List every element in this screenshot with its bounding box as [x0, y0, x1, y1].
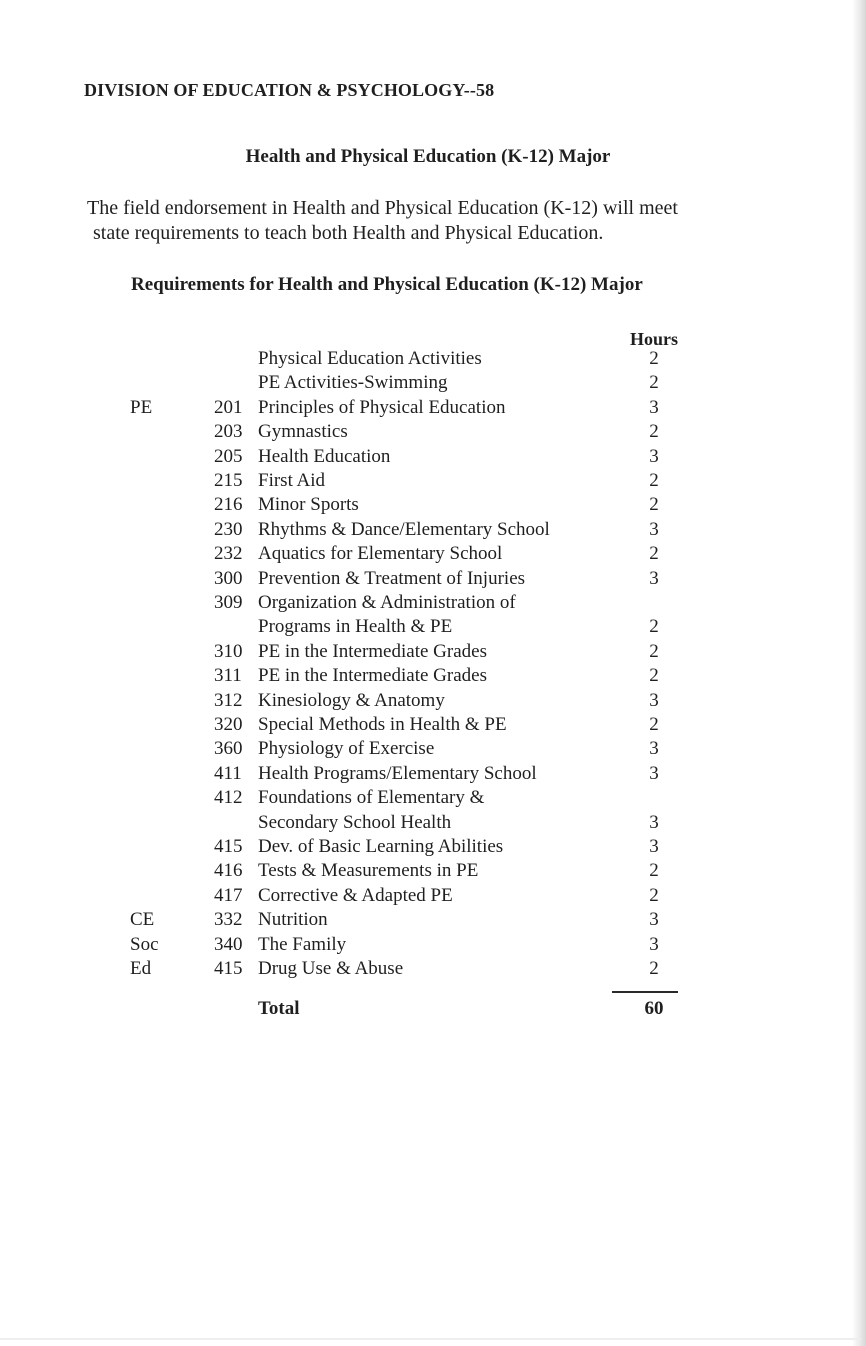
course-name: Prevention & Treatment of Injuries — [258, 567, 526, 589]
course-number: 310 — [214, 640, 243, 662]
course-hours: 2 — [649, 640, 659, 662]
course-hours: 3 — [649, 933, 659, 955]
course-hours: 2 — [649, 665, 659, 687]
course-row — [0, 786, 866, 810]
course-name: Tests & Measurements in PE — [258, 860, 479, 882]
course-number: 203 — [214, 421, 243, 443]
course-row — [0, 493, 866, 517]
course-name: Foundations of Elementary & — [258, 787, 485, 809]
course-hours: 3 — [649, 518, 659, 540]
course-hours: 3 — [649, 909, 659, 931]
course-hours: 2 — [649, 494, 659, 516]
course-hours: 2 — [649, 884, 659, 906]
course-hours: 2 — [649, 348, 659, 369]
course-hours: 3 — [649, 445, 659, 467]
course-hours: 3 — [649, 762, 659, 784]
course-name: Corrective & Adapted PE — [258, 884, 453, 906]
course-number: 332 — [214, 909, 243, 931]
course-number: 232 — [214, 543, 243, 565]
course-number: 216 — [214, 494, 243, 516]
course-hours: 2 — [649, 543, 659, 565]
course-row — [0, 884, 866, 908]
course-name: Programs in Health & PE — [258, 616, 453, 638]
course-name: Rhythms & Dance/Elementary School — [258, 518, 550, 540]
course-hours: 2 — [649, 616, 659, 638]
course-hours: 3 — [649, 396, 659, 418]
course-row — [0, 347, 866, 371]
major-title: Health and Physical Education (K-12) Major — [245, 146, 611, 167]
course-row — [0, 591, 866, 615]
course-number: 312 — [214, 689, 243, 711]
course-name: Dev. of Basic Learning Abilities — [258, 836, 504, 857]
course-name: Physiology of Exercise — [258, 738, 435, 760]
running-head: DIVISION OF EDUCATION & PSYCHOLOGY--58 — [84, 80, 495, 100]
course-row — [0, 664, 866, 688]
course-name: Physical Education Activities — [258, 348, 482, 369]
course-name: Organization & Administration of — [258, 592, 516, 613]
course-name: Secondary School Health — [258, 811, 452, 833]
course-row — [0, 615, 866, 639]
course-row — [0, 933, 866, 957]
course-dept: PE — [130, 396, 153, 418]
course-name: First Aid — [258, 470, 326, 491]
course-row — [0, 567, 866, 591]
course-dept: CE — [130, 909, 155, 931]
course-hours: 2 — [649, 860, 659, 882]
hours-column-header: Hours — [630, 329, 679, 349]
course-number: 201 — [214, 396, 243, 418]
course-hours: 3 — [649, 811, 659, 833]
course-row — [0, 689, 866, 713]
course-name: Health Education — [258, 445, 391, 467]
course-hours: 3 — [649, 567, 659, 589]
course-number: 411 — [214, 762, 242, 784]
total-rule — [612, 991, 678, 993]
course-name: Minor Sports — [258, 494, 359, 516]
course-number: 230 — [214, 518, 243, 540]
course-number: 416 — [214, 860, 243, 882]
course-number: 311 — [214, 665, 242, 687]
course-number: 309 — [214, 592, 243, 613]
course-dept: Ed — [130, 958, 152, 979]
course-hours: 2 — [649, 372, 659, 394]
course-row — [0, 908, 866, 932]
intro-line-1: The field endorsement in Health and Physical Education (K-12) will meet — [87, 197, 678, 219]
course-row — [0, 737, 866, 761]
requirements-title: Requirements for Health and Physical Education (K-12) Major — [131, 274, 643, 295]
course-number: 415 — [214, 836, 243, 857]
course-hours: 3 — [649, 689, 659, 711]
course-row — [0, 396, 866, 420]
course-number: 340 — [214, 933, 243, 955]
course-name: PE Activities-Swimming — [258, 372, 448, 394]
course-hours: 3 — [649, 836, 659, 857]
course-hours: 2 — [649, 470, 659, 491]
course-name: PE in the Intermediate Grades — [258, 640, 487, 662]
course-row — [0, 957, 866, 981]
course-number: 205 — [214, 445, 243, 467]
course-number: 300 — [214, 567, 243, 589]
course-row — [0, 713, 866, 737]
course-number: 215 — [214, 470, 243, 491]
course-hours: 2 — [649, 958, 659, 979]
course-number: 360 — [214, 738, 243, 760]
course-row — [0, 811, 866, 835]
course-hours: 2 — [649, 714, 659, 735]
course-name: Special Methods in Health & PE — [258, 714, 507, 735]
course-hours: 2 — [649, 421, 659, 443]
course-row — [0, 542, 866, 566]
course-row — [0, 640, 866, 664]
course-name: Aquatics for Elementary School — [258, 543, 503, 565]
total-label: Total — [258, 998, 300, 1019]
course-number: 417 — [214, 884, 243, 906]
course-number: 320 — [214, 714, 243, 735]
course-name: Drug Use & Abuse — [258, 958, 404, 979]
course-name: The Family — [258, 933, 347, 955]
course-dept: Soc — [130, 933, 159, 955]
course-row — [0, 469, 866, 493]
course-name: PE in the Intermediate Grades — [258, 665, 487, 687]
course-hours: 3 — [649, 738, 659, 760]
course-row — [0, 445, 866, 469]
course-number: 412 — [214, 787, 243, 809]
course-name: Nutrition — [258, 909, 328, 931]
course-number: 415 — [214, 958, 243, 979]
course-row — [0, 518, 866, 542]
intro-line-2: state requirements to teach both Health and Physical Education. — [93, 222, 604, 244]
total-value: 60 — [644, 998, 664, 1019]
course-row — [0, 835, 866, 859]
course-name: Principles of Physical Education — [258, 396, 506, 418]
course-row — [0, 762, 866, 786]
course-row — [0, 420, 866, 444]
course-row — [0, 371, 866, 395]
course-name: Kinesiology & Anatomy — [258, 689, 445, 711]
course-name: Health Programs/Elementary School — [258, 762, 537, 784]
course-name: Gymnastics — [258, 421, 348, 443]
course-row — [0, 859, 866, 883]
